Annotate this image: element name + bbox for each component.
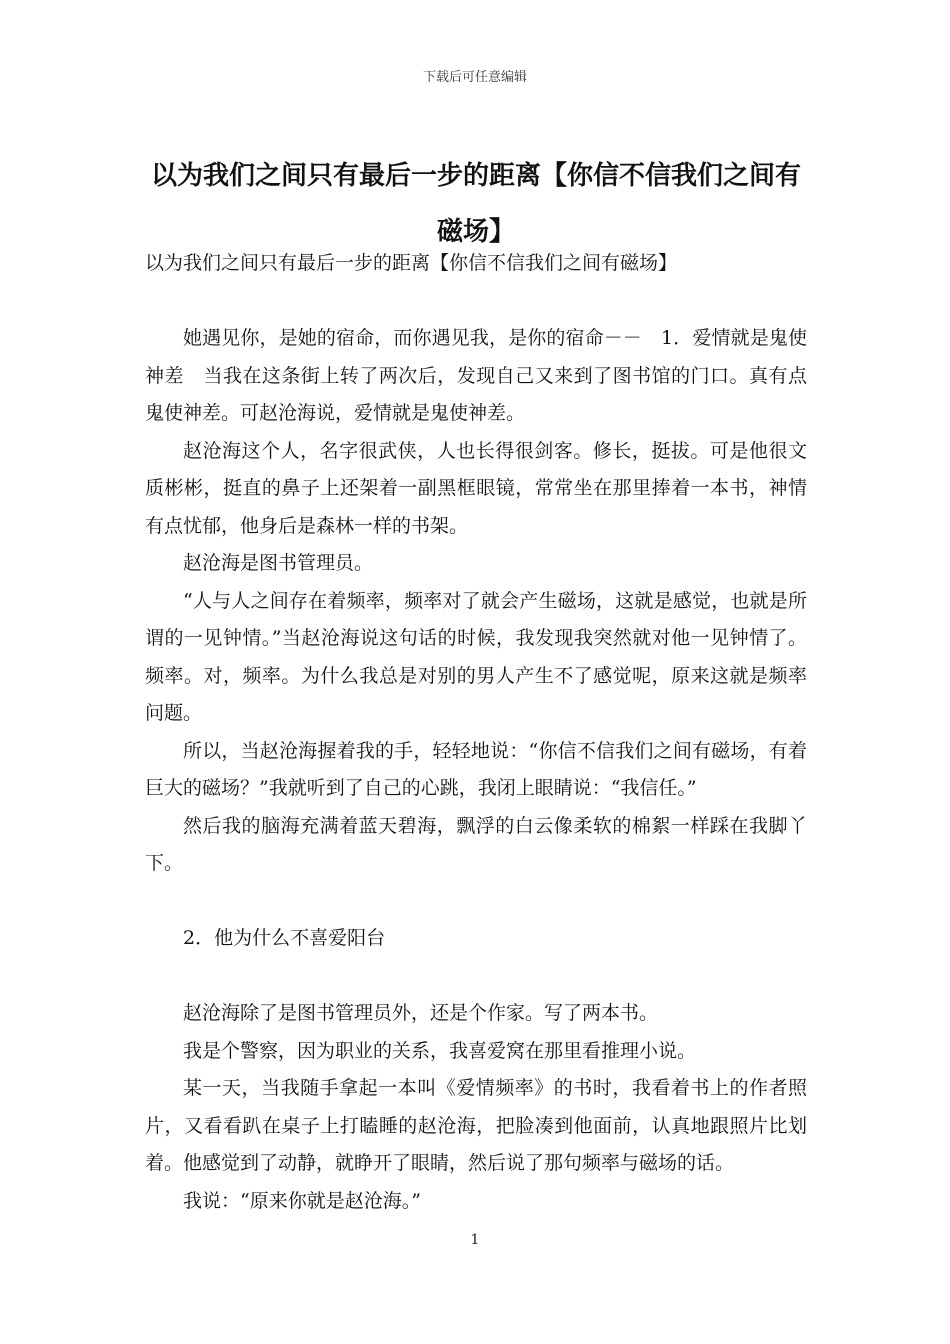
document-title: 以为我们之间只有最后一步的距离【你信不信我们之间有磁场】 xyxy=(150,161,801,247)
paragraph: 我说：“原来你就是赵沧海。” xyxy=(183,1189,421,1212)
paragraph: 某一天，当我随手拿起一本叫《爱情频率》的书时，我看着书上的作者照片，又看看趴在桌子上打瞌睡的赵沧海，把脸凑到他面前，认真地跟照片比划着。他感觉到了动静，就睁开了眼睛，然后说了那句频率与磁场的话。 xyxy=(145,1077,807,1174)
paragraph: 所以，当赵沧海握着我的手，轻轻地说：“你信不信我们之间有磁场，有着巨大的磁场？”我就听到了自己的心跳，我闭上眼睛说：“我信任。” xyxy=(145,739,807,799)
paragraph: 然后我的脑海充满着蓝天碧海，飘浮的白云像柔软的棉絮一样踩在我脚丫下。 xyxy=(145,814,807,874)
paragraph: 她遇见你，是她的宿命，而你遇见我，是你的宿命－－ 1．爱情就是鬼使神差 当我在这条街上转了两次后，发现自己又来到了图书馆的门口。真有点鬼使神差。可赵沧海说，爱情就是鬼使神差。 xyxy=(145,327,807,424)
subtitle-line: 以为我们之间只有最后一步的距离【你信不信我们之间有磁场】 xyxy=(145,252,678,274)
blank-line xyxy=(145,958,807,996)
paragraph: 赵沧海这个人，名字很武侠，人也长得很剑客。修长，挺拔。可是他很文质彬彬，挺直的鼻子上还架着一副黑框眼镜，常常坐在那里捧着一本书，神情有点忧郁，他身后是森林一样的书架。 xyxy=(145,439,807,537)
header-note: 下载后可任意编辑 xyxy=(422,70,527,85)
paragraph: “人与人之间存在着频率，频率对了就会产生磁场，这就是感觉，也就是所谓的一见钟情。”当赵沧海说这句话的时候，我发现我突然就对他一见钟情了。频率。对，频率。为什么我总是对别的男人产生不了感觉呢，原来这就是频率问题。 xyxy=(145,589,807,724)
paragraph: 我是个警察，因为职业的关系，我喜爱窝在那里看推理小说。 xyxy=(183,1039,697,1062)
section-heading: 2．他为什么不喜爱阳台 xyxy=(183,927,386,949)
paragraph: 赵沧海除了是图书管理员外，还是个作家。写了两本书。 xyxy=(183,1002,659,1024)
blank-line xyxy=(145,283,807,321)
page-number: 1 xyxy=(470,1232,480,1248)
paragraph: 赵沧海是图书管理员。 xyxy=(183,552,374,574)
document-body xyxy=(145,245,807,1220)
blank-line xyxy=(145,883,807,921)
